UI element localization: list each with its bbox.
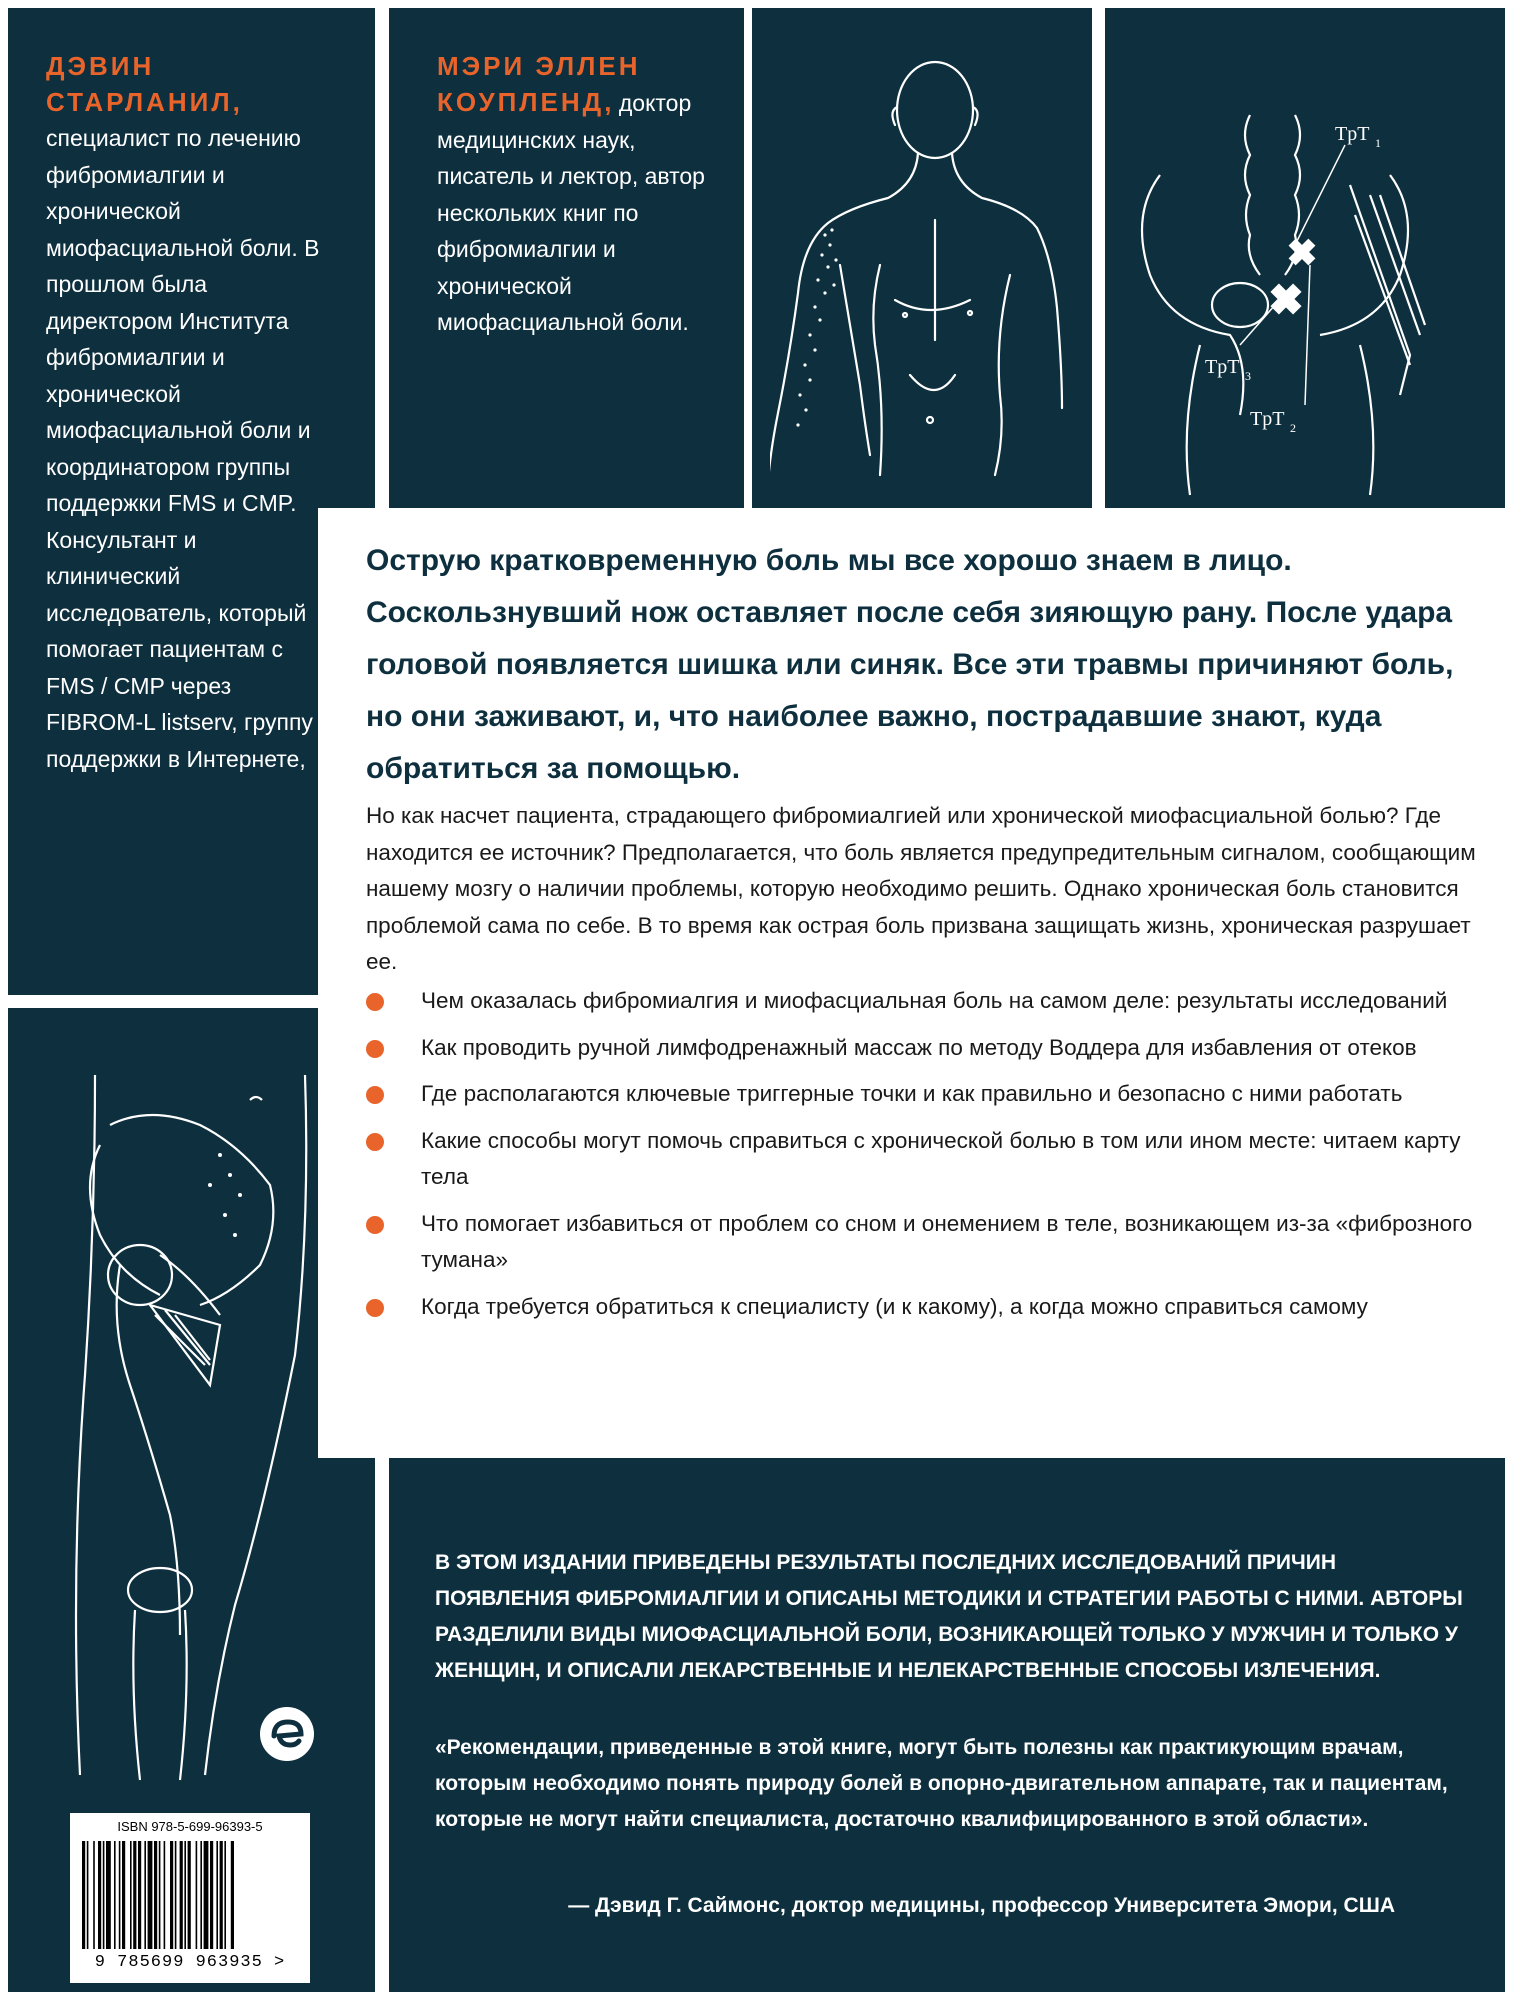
author1-bio: специалист по лечению фибромиалгии и хронической миофасциальной боли. В прошлом была директором Института фибромиалгии и хронической миофасциальной боли и координатором группы поддержки FMS и CMP. Консультант и клинический исследователь, который помогает пациентам с FMS / CMP через FIBROM-L listserv, группу поддержки в Интернете, bbox=[46, 125, 320, 772]
author1-block bbox=[46, 48, 326, 777]
barcode-bars-icon bbox=[80, 1841, 300, 1949]
bullet-list bbox=[366, 983, 1476, 1335]
author2-name-line1: МЭРИ ЭЛЛЕН bbox=[437, 51, 641, 81]
barcode-bar bbox=[224, 1841, 226, 1949]
tpt3-label: TpT bbox=[1205, 356, 1240, 378]
body-paragraph: Но как насчет пациента, страдающего фибромиалгией или хронической миофасциальной болью? Где находится ее источник? Предполагается, что боль является предупредительным сигналом, сообщающим нашему мозгу о наличии проблемы, которую необходимо решить. Однако хроническая боль становится проблемой сама по себе. В то время как острая боль призвана защищать жизнь, хроническая разрушает ее. bbox=[366, 803, 1476, 974]
barcode-bar bbox=[106, 1841, 111, 1949]
barcode-bar bbox=[87, 1841, 89, 1949]
barcode-bar bbox=[196, 1841, 198, 1949]
barcode-bar bbox=[122, 1841, 125, 1949]
author2-block bbox=[437, 48, 737, 341]
isbn-text: ISBN 978-5-699-96393-5 bbox=[117, 1819, 263, 1834]
barcode-bar bbox=[144, 1841, 146, 1949]
list-item: Как проводить ручной лимфодренажный массаж по методу Воддера для избавления от отеков bbox=[366, 1030, 1476, 1067]
barcode-bar bbox=[188, 1841, 191, 1949]
bullet-dot-icon bbox=[366, 993, 384, 1011]
list-item: Какие способы могут помочь справиться с хронической болью в том или ином месте: читаем карту тела bbox=[366, 1123, 1476, 1196]
barcode-bar bbox=[220, 1841, 223, 1949]
barcode-bar bbox=[82, 1841, 85, 1949]
bullet-dot-icon bbox=[366, 1086, 384, 1104]
bullet-dot-icon bbox=[366, 1216, 384, 1234]
bullet-dot-icon bbox=[366, 1133, 384, 1151]
pelvis-illustration bbox=[1120, 95, 1500, 500]
barcode-bar bbox=[119, 1841, 121, 1949]
barcode-bar bbox=[175, 1841, 177, 1949]
publisher-logo-icon bbox=[258, 1705, 316, 1763]
tpt1-sub: 1 bbox=[1375, 136, 1381, 150]
torso-illustration bbox=[770, 45, 1090, 500]
review-quote: «Рекомендации, приведенные в этой книге, могут быть полезны как практикующим врачам, которым необходимо понять природу болей в опорно-двигательном аппарате, так и пациентам, которые не могут найти специалиста, достаточно квалифицированного в этой области». bbox=[435, 1736, 1448, 1831]
barcode-bar bbox=[103, 1841, 105, 1949]
barcode-bar bbox=[159, 1841, 161, 1949]
quote-attribution: — Дэвид Г. Саймонс, доктор медицины, профессор Университета Эмори, США bbox=[568, 1894, 1395, 1917]
barcode-bar bbox=[210, 1841, 213, 1949]
barcode-bar bbox=[154, 1841, 157, 1949]
barcode-bar bbox=[130, 1841, 132, 1949]
list-item: Что помогает избавиться от проблем со сном и онемением в теле, возникающем из-за «фиброзного тумана» bbox=[366, 1206, 1476, 1279]
author2-bio: доктор медицинских наук, писатель и лектор, автор нескольких книг по фибромиалгии и хронической миофасциальной боли. bbox=[437, 90, 705, 335]
barcode-digits: 9 785699 963935 > bbox=[94, 1953, 286, 1972]
tpt2-sub: 2 bbox=[1290, 421, 1296, 435]
list-item: Чем оказалась фибромиалгия и миофасциальная боль на самом деле: результаты исследований bbox=[366, 983, 1476, 1020]
barcode-bar bbox=[231, 1841, 234, 1949]
barcode-bar bbox=[93, 1841, 95, 1949]
barcode-bar bbox=[180, 1841, 183, 1949]
bullet-dot-icon bbox=[366, 1040, 384, 1058]
barcode-bar bbox=[204, 1841, 209, 1949]
tpt1-label: TpT bbox=[1335, 123, 1370, 145]
barcode-bar bbox=[148, 1841, 153, 1949]
hip-leg-illustration bbox=[40, 1065, 340, 1785]
author2-name-line2: КОУПЛЕНД, bbox=[437, 87, 615, 117]
tpt2-label: TpT bbox=[1250, 408, 1285, 430]
tpt3-sub: 3 bbox=[1245, 369, 1251, 383]
barcode-bar bbox=[98, 1841, 101, 1949]
author1-name-line2: СТАРЛАНИЛ, bbox=[46, 87, 243, 117]
barcode-bar bbox=[200, 1841, 202, 1949]
barcode-bar bbox=[133, 1841, 136, 1949]
lead-paragraph: Острую кратковременную боль мы все хорошо знаем в лицо. Соскользнувший нож оставляет после себя зияющую рану. После удара головой появляется шишка или синяк. Все эти травмы причиняют боль, но они заживают, и, что наиболее важно, пострадавшие знают, куда обратиться за помощью. bbox=[366, 544, 1454, 785]
barcode bbox=[70, 1813, 310, 1983]
barcode-bar bbox=[138, 1841, 141, 1949]
list-item: Когда требуется обратиться к специалисту (и к какому), а когда можно справиться самому bbox=[366, 1289, 1476, 1326]
barcode-bar bbox=[114, 1841, 116, 1949]
main-content-box bbox=[318, 508, 1498, 1458]
barcode-bar bbox=[164, 1841, 166, 1949]
list-item: Где располагаются ключевые триггерные точки и как правильно и безопасно с ними работать bbox=[366, 1076, 1476, 1113]
barcode-bar bbox=[216, 1841, 218, 1949]
edition-summary: В ЭТОМ ИЗДАНИИ ПРИВЕДЕНЫ РЕЗУЛЬТАТЫ ПОСЛЕДНИХ ИССЛЕДОВАНИЙ ПРИЧИН ПОЯВЛЕНИЯ ФИБРОМИАЛГИИ И ОПИСАНЫ МЕТОДИКИ И СТРАТЕГИИ РАБОТЫ С НИМИ. АВТОРЫ РАЗДЕЛИЛИ ВИДЫ МИОФАСЦИАЛЬНОЙ БОЛИ, ВОЗНИКАЮЩЕЙ ТОЛЬКО У МУЖЧИН И ТОЛЬКО У ЖЕНЩИН, И ОПИСАЛИ ЛЕКАРСТВЕННЫЕ И НЕЛЕКАРСТВЕННЫЕ СПОСОБЫ ИЗЛЕЧЕНИЯ. bbox=[435, 1551, 1463, 1682]
author1-name-line1: ДЭВИН bbox=[46, 51, 155, 81]
barcode-bar bbox=[170, 1841, 173, 1949]
bullet-dot-icon bbox=[366, 1299, 384, 1317]
barcode-bar bbox=[184, 1841, 186, 1949]
